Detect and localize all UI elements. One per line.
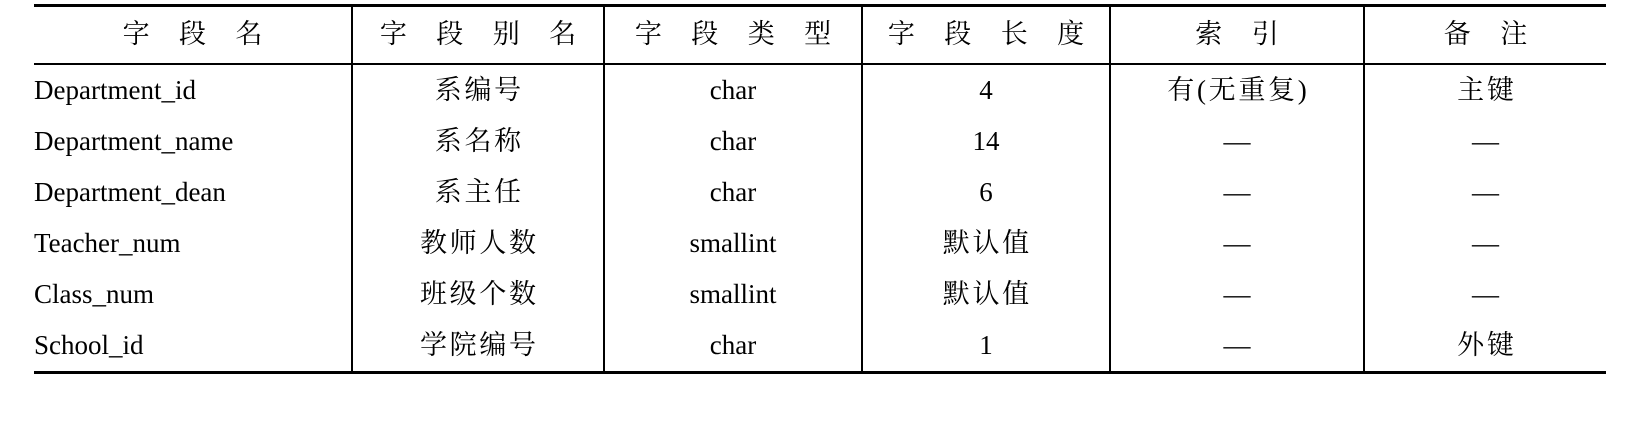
table-header-row <box>34 6 1606 65</box>
cell-field-alias: 系名称 <box>352 116 604 167</box>
column-header-field-length: 字 段 长 度 <box>862 6 1110 65</box>
cell-field-type: smallint <box>604 269 862 320</box>
column-header-remark: 备 注 <box>1364 6 1606 65</box>
cell-index: — <box>1110 320 1364 373</box>
cell-field-alias: 学院编号 <box>352 320 604 373</box>
column-header-field-type: 字 段 类 型 <box>604 6 862 65</box>
cell-index: — <box>1110 269 1364 320</box>
cell-index: — <box>1110 218 1364 269</box>
cell-field-length: 14 <box>862 116 1110 167</box>
cell-remark: — <box>1364 116 1606 167</box>
cell-index: — <box>1110 116 1364 167</box>
cell-field-name: School_id <box>34 320 352 373</box>
cell-field-type: char <box>604 64 862 116</box>
cell-field-alias: 教师人数 <box>352 218 604 269</box>
cell-field-alias: 班级个数 <box>352 269 604 320</box>
cell-index: 有(无重复) <box>1110 64 1364 116</box>
cell-remark: 外键 <box>1364 320 1606 373</box>
cell-field-length: 6 <box>862 167 1110 218</box>
field-definition-table <box>34 4 1606 374</box>
column-header-index: 索 引 <box>1110 6 1364 65</box>
cell-field-name: Department_dean <box>34 167 352 218</box>
table-row <box>34 320 1606 373</box>
cell-field-alias: 系主任 <box>352 167 604 218</box>
cell-field-name: Department_name <box>34 116 352 167</box>
cell-field-length: 默认值 <box>862 269 1110 320</box>
cell-remark: — <box>1364 218 1606 269</box>
cell-remark: 主键 <box>1364 64 1606 116</box>
cell-field-name: Teacher_num <box>34 218 352 269</box>
cell-field-type: char <box>604 116 862 167</box>
cell-field-type: char <box>604 320 862 373</box>
table-row <box>34 116 1606 167</box>
column-header-field-name: 字 段 名 <box>34 6 352 65</box>
cell-field-length: 默认值 <box>862 218 1110 269</box>
table-row <box>34 64 1606 116</box>
cell-field-length: 1 <box>862 320 1110 373</box>
cell-field-length: 4 <box>862 64 1110 116</box>
table-row <box>34 218 1606 269</box>
cell-field-type: smallint <box>604 218 862 269</box>
cell-field-name: Department_id <box>34 64 352 116</box>
table-row <box>34 167 1606 218</box>
column-header-field-alias: 字 段 别 名 <box>352 6 604 65</box>
cell-field-name: Class_num <box>34 269 352 320</box>
table-row <box>34 269 1606 320</box>
cell-remark: — <box>1364 167 1606 218</box>
cell-field-alias: 系编号 <box>352 64 604 116</box>
cell-remark: — <box>1364 269 1606 320</box>
cell-field-type: char <box>604 167 862 218</box>
cell-index: — <box>1110 167 1364 218</box>
